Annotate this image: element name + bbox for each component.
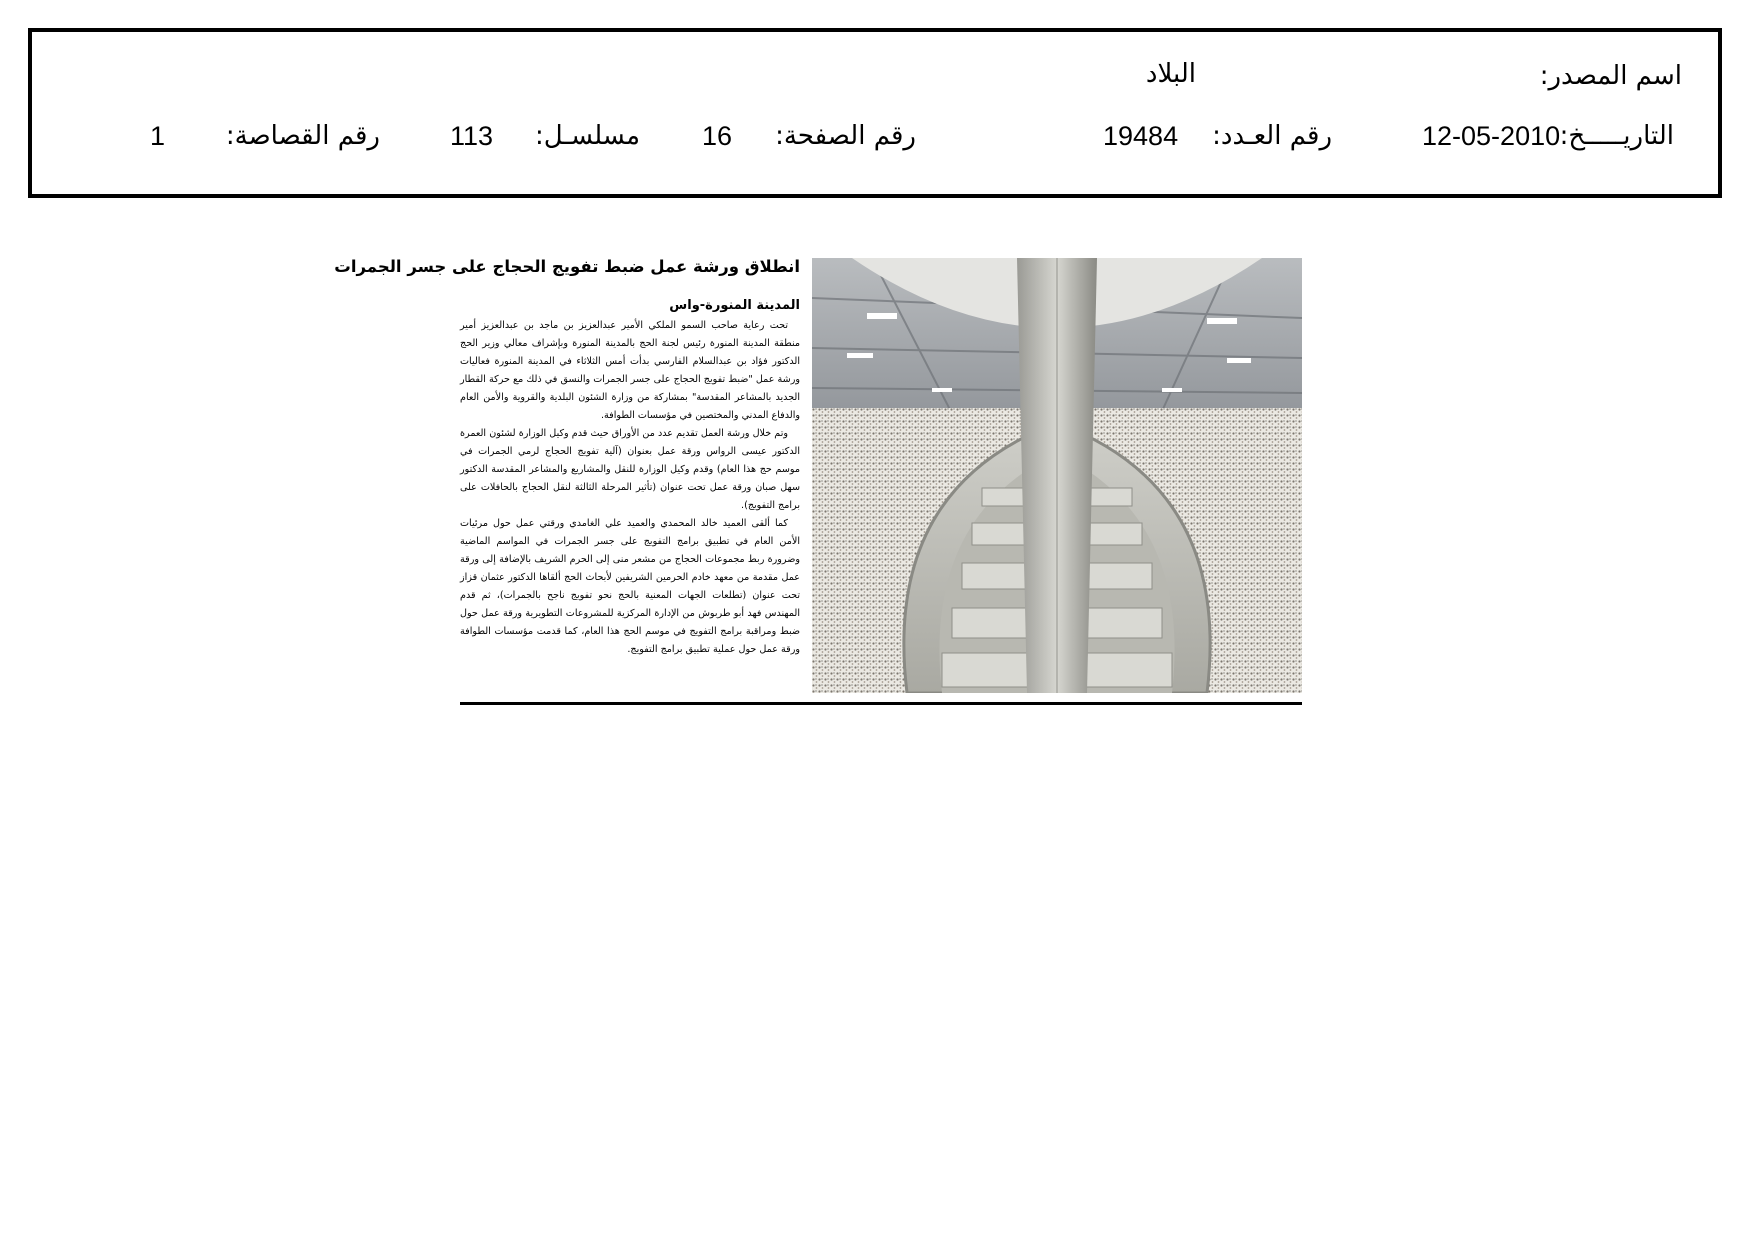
article-body — [460, 317, 800, 659]
source-label: اسم المصدر: — [1539, 61, 1682, 91]
serial-label: مسلسـل: — [535, 121, 640, 151]
article-paragraph: تحت رعاية صاحب السمو الملكي الأمير عبدالعزيز بن ماجد بن عبدالعزيز أمير منطقة المدينة المنورة رئيس لجنة الحج بالمدينة المنورة وبإشراف معالي وزير الحج الدكتور فؤاد بن عبدالسلام الفارسي بدأت أمس الثلاثاء في المدينة المنورة فعاليات ورشة عمل "ضبط تفويج الحجاج على جسر الجمرات والنسق في ذلك مع حركة القطار الجديد بالمشاعر المقدسة" بمشاركة من وزارة الشئون البلدية والقروية والأمن العام والدفاع المدني والمختصين في مؤسسات الطوافة. — [460, 320, 800, 421]
source-value: البلاد — [1145, 59, 1196, 89]
article-paragraph: وتم خلال ورشة العمل تقديم عدد من الأوراق حيث قدم وكيل الوزارة لشئون العمرة الدكتور عيسى الرواس ورقة عمل بعنوان (آلية تفويج الحجاج لرمي الجمرات في موسم حج هذا العام) وقدم وكيل الوزارة للنقل والمشاريع والمشاعر المقدسة الدكتور سهل صبان ورقة عمل تحت عنوان (تأثير المرحلة الثالثة لنقل الحجاج بالحافلات على برامج التفويج). — [460, 428, 800, 511]
page-label: رقم الصفحة: — [775, 121, 916, 151]
jamarat-bridge-photo — [812, 258, 1302, 693]
bottom-rule — [460, 702, 1302, 705]
news-clipping — [334, 250, 1305, 710]
article-paragraph: كما ألقى العميد خالد المحمدي والعميد علي الغامدي ورقتي عمل حول مرئيات الأمن العام في تطبيق برامج التفويج على جسر الجمرات في المواسم الماضية وضرورة ربط مجموعات الحجاج من مشعر منى إلى الحرم الشريف بالإضافة إلى ورقة عمل مقدمة من معهد خادم الحرمين الشريفين لأبحاث الحج ألقاها الدكتور عثمان قزاز تحت عنوان (تطلعات الجهات المعنية بالحج نحو تفويج ناجح بالجمرات)، ثم قدم المهندس فهد أبو طربوش من الإدارة المركزية للمشروعات التطويرية ورقة عمل حول ضبط ومراقبة برامج التفويج في موسم الحج هذا العام، كما قدمت مؤسسات الطوافة ورقة عمل حول عملية تطبيق برامج التفويج. — [460, 518, 800, 655]
article-headline: انطلاق ورشة عمل ضبط تفويج الحجاج على جسر الجمرات — [334, 257, 800, 276]
date-label: التاريـــــخ: — [1559, 121, 1674, 151]
serial-value: 113 — [450, 121, 494, 151]
article-dateline: المدينة المنورة-واس — [669, 298, 800, 313]
header-box — [28, 28, 1722, 198]
clip-label: رقم القصاصة: — [225, 121, 380, 151]
issue-label: رقم العـدد: — [1212, 121, 1332, 151]
page-value: 16 — [702, 121, 733, 151]
clip-value: 1 — [150, 121, 166, 151]
date-value: 12-05-2010 — [1422, 121, 1561, 151]
issue-value: 19484 — [1103, 121, 1179, 151]
